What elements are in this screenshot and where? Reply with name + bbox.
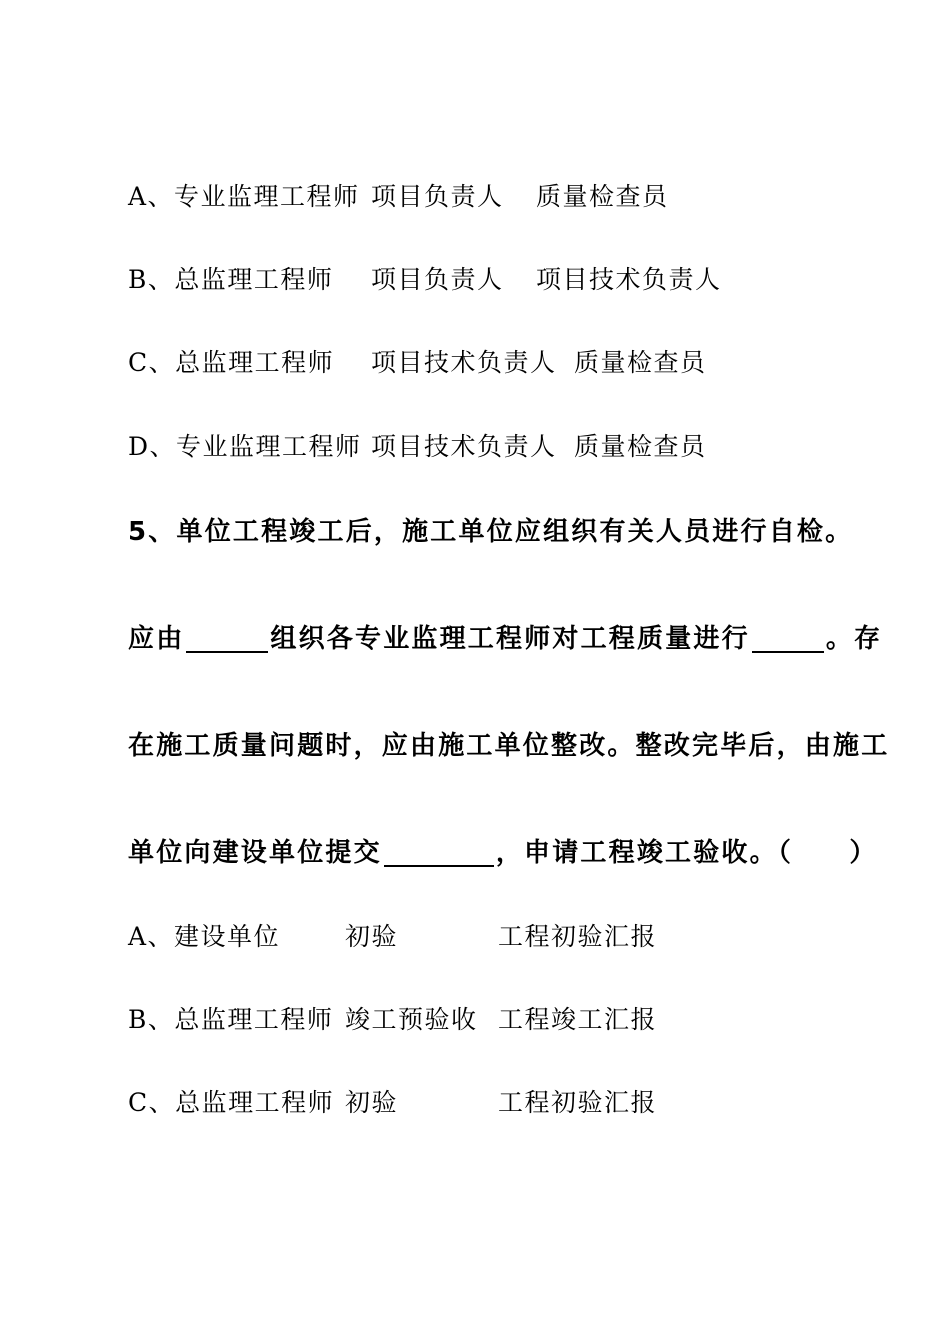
question-line [128,832,878,869]
option-label: B、总监理工程师 [128,1005,334,1034]
option-col3: 项目技术负责人 [536,265,722,294]
option-label: D、专业监理工程师 [128,432,362,461]
question-line [128,618,882,655]
option-label: C、总监理工程师 [128,1088,335,1117]
question-text: 应由 [128,624,185,654]
answer-blank [752,623,824,653]
option-col3: 工程初验汇报 [498,1088,658,1117]
option-col3: 质量检查员 [574,348,707,377]
option-label: A、建设单位 [128,922,281,951]
option-col3: 质量检查员 [536,182,669,211]
option-col3: 工程竣工汇报 [498,1005,658,1034]
option-label: A、专业监理工程师 [128,182,360,211]
option-col2: 项目技术负责人 [371,432,557,461]
question-text: 组织各专业监理工程师对工程质量进行 [270,624,750,654]
option-col2: 初验 [345,1088,399,1117]
option-col2: 项目负责人 [371,182,504,211]
question-line: 在施工质量问题时，应由施工单位整改。整改完毕后，由施工 [128,731,890,761]
question-line: 5、单位工程竣工后，施工单位应组织有关人员进行自检。 [128,517,854,547]
option-col2: 竣工预验收 [345,1005,478,1034]
option-col3: 工程初验汇报 [498,922,658,951]
question-text: 单位向建设单位提交 [128,838,382,868]
option-col2: 项目技术负责人 [371,348,557,377]
option-col2: 项目负责人 [371,265,504,294]
question-text: ，申请工程竣工验收。（ ） [495,838,878,868]
option-col3: 质量检查员 [574,432,707,461]
question-text: 。存 [825,624,883,654]
answer-blank [384,837,494,867]
answer-blank [186,623,268,653]
option-label: B、总监理工程师 [128,265,334,294]
option-label: C、总监理工程师 [128,348,335,377]
option-col2: 初验 [345,922,399,951]
